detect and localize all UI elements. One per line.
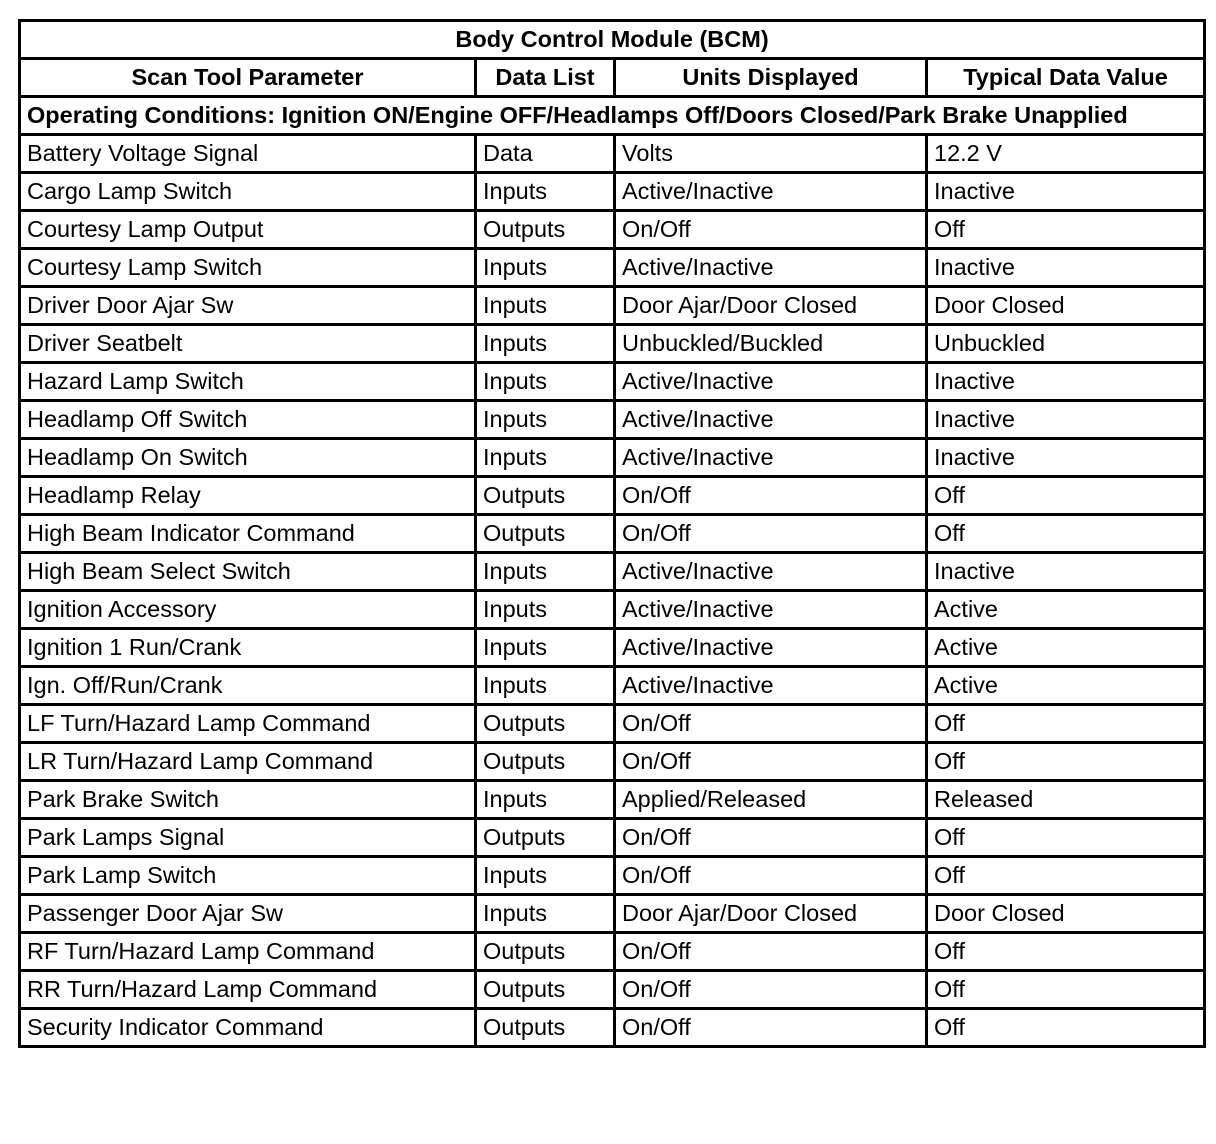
typical-value-cell: Inactive bbox=[927, 363, 1205, 401]
data-list-cell: Inputs bbox=[476, 781, 615, 819]
typical-value-cell: Active bbox=[927, 591, 1205, 629]
parameter-cell: Hazard Lamp Switch bbox=[20, 363, 476, 401]
typical-value-cell: Inactive bbox=[927, 553, 1205, 591]
table-row bbox=[20, 933, 1205, 971]
table-row bbox=[20, 591, 1205, 629]
typical-value-cell: Door Closed bbox=[927, 287, 1205, 325]
units-cell: Active/Inactive bbox=[615, 667, 927, 705]
parameter-cell: Battery Voltage Signal bbox=[20, 135, 476, 173]
units-cell: On/Off bbox=[615, 971, 927, 1009]
parameter-cell: High Beam Indicator Command bbox=[20, 515, 476, 553]
table-row bbox=[20, 363, 1205, 401]
data-list-cell: Inputs bbox=[476, 439, 615, 477]
units-cell: Active/Inactive bbox=[615, 401, 927, 439]
operating-conditions: Operating Conditions: Ignition ON/Engine OFF/Headlamps Off/Doors Closed/Park Brake Unapplied bbox=[20, 97, 1205, 135]
typical-value-cell: Off bbox=[927, 211, 1205, 249]
units-cell: Door Ajar/Door Closed bbox=[615, 895, 927, 933]
typical-value-cell: Off bbox=[927, 933, 1205, 971]
data-list-cell: Outputs bbox=[476, 971, 615, 1009]
typical-value-cell: Door Closed bbox=[927, 895, 1205, 933]
units-cell: On/Off bbox=[615, 857, 927, 895]
typical-value-cell: Inactive bbox=[927, 173, 1205, 211]
parameter-cell: RR Turn/Hazard Lamp Command bbox=[20, 971, 476, 1009]
typical-value-cell: Off bbox=[927, 743, 1205, 781]
typical-value-cell: Inactive bbox=[927, 249, 1205, 287]
parameter-cell: LF Turn/Hazard Lamp Command bbox=[20, 705, 476, 743]
table-row bbox=[20, 401, 1205, 439]
table-row bbox=[20, 439, 1205, 477]
data-list-cell: Inputs bbox=[476, 629, 615, 667]
table-row bbox=[20, 781, 1205, 819]
units-cell: On/Off bbox=[615, 477, 927, 515]
table-row bbox=[20, 211, 1205, 249]
parameter-cell: Driver Seatbelt bbox=[20, 325, 476, 363]
typical-value-cell: 12.2 V bbox=[927, 135, 1205, 173]
parameter-cell: Ign. Off/Run/Crank bbox=[20, 667, 476, 705]
data-list-cell: Inputs bbox=[476, 287, 615, 325]
table-row bbox=[20, 819, 1205, 857]
typical-value-cell: Off bbox=[927, 477, 1205, 515]
table-row bbox=[20, 287, 1205, 325]
data-list-cell: Outputs bbox=[476, 819, 615, 857]
data-list-cell: Data bbox=[476, 135, 615, 173]
table-row bbox=[20, 173, 1205, 211]
parameter-cell: Ignition Accessory bbox=[20, 591, 476, 629]
typical-value-cell: Off bbox=[927, 1009, 1205, 1047]
typical-value-cell: Off bbox=[927, 819, 1205, 857]
data-list-cell: Inputs bbox=[476, 591, 615, 629]
units-cell: Active/Inactive bbox=[615, 363, 927, 401]
data-list-cell: Outputs bbox=[476, 515, 615, 553]
header-scan-tool-parameter: Scan Tool Parameter bbox=[20, 59, 476, 97]
parameter-cell: LR Turn/Hazard Lamp Command bbox=[20, 743, 476, 781]
table-row bbox=[20, 667, 1205, 705]
table-title-row bbox=[20, 21, 1205, 59]
table-row bbox=[20, 515, 1205, 553]
units-cell: Active/Inactive bbox=[615, 439, 927, 477]
units-cell: Active/Inactive bbox=[615, 553, 927, 591]
typical-value-cell: Inactive bbox=[927, 401, 1205, 439]
typical-value-cell: Inactive bbox=[927, 439, 1205, 477]
parameter-cell: Park Brake Switch bbox=[20, 781, 476, 819]
table-row bbox=[20, 249, 1205, 287]
units-cell: Active/Inactive bbox=[615, 629, 927, 667]
header-typical-data-value: Typical Data Value bbox=[927, 59, 1205, 97]
typical-value-cell: Active bbox=[927, 667, 1205, 705]
data-list-cell: Inputs bbox=[476, 363, 615, 401]
data-list-cell: Inputs bbox=[476, 667, 615, 705]
units-cell: Unbuckled/Buckled bbox=[615, 325, 927, 363]
parameter-cell: Headlamp Off Switch bbox=[20, 401, 476, 439]
header-data-list: Data List bbox=[476, 59, 615, 97]
table-row bbox=[20, 743, 1205, 781]
units-cell: On/Off bbox=[615, 819, 927, 857]
parameter-cell: Security Indicator Command bbox=[20, 1009, 476, 1047]
parameter-cell: RF Turn/Hazard Lamp Command bbox=[20, 933, 476, 971]
units-cell: Volts bbox=[615, 135, 927, 173]
data-list-cell: Inputs bbox=[476, 401, 615, 439]
table-row bbox=[20, 895, 1205, 933]
units-cell: Applied/Released bbox=[615, 781, 927, 819]
table-row bbox=[20, 971, 1205, 1009]
units-cell: Active/Inactive bbox=[615, 173, 927, 211]
data-list-cell: Outputs bbox=[476, 477, 615, 515]
table-row bbox=[20, 553, 1205, 591]
parameter-cell: High Beam Select Switch bbox=[20, 553, 476, 591]
data-list-cell: Outputs bbox=[476, 1009, 615, 1047]
parameter-cell: Park Lamp Switch bbox=[20, 857, 476, 895]
table-row bbox=[20, 477, 1205, 515]
parameter-cell: Passenger Door Ajar Sw bbox=[20, 895, 476, 933]
typical-value-cell: Released bbox=[927, 781, 1205, 819]
units-cell: On/Off bbox=[615, 1009, 927, 1047]
data-list-cell: Outputs bbox=[476, 211, 615, 249]
bcm-data-table-container bbox=[18, 19, 1206, 1048]
table-row bbox=[20, 1009, 1205, 1047]
parameter-cell: Headlamp On Switch bbox=[20, 439, 476, 477]
parameter-cell: Park Lamps Signal bbox=[20, 819, 476, 857]
parameter-cell: Driver Door Ajar Sw bbox=[20, 287, 476, 325]
data-list-cell: Outputs bbox=[476, 933, 615, 971]
bcm-data-table bbox=[18, 19, 1206, 1048]
table-row bbox=[20, 325, 1205, 363]
typical-value-cell: Unbuckled bbox=[927, 325, 1205, 363]
typical-value-cell: Off bbox=[927, 857, 1205, 895]
header-units-displayed: Units Displayed bbox=[615, 59, 927, 97]
table-title: Body Control Module (BCM) bbox=[20, 21, 1205, 59]
table-row bbox=[20, 857, 1205, 895]
table-row bbox=[20, 135, 1205, 173]
parameter-cell: Courtesy Lamp Switch bbox=[20, 249, 476, 287]
units-cell: Active/Inactive bbox=[615, 249, 927, 287]
typical-value-cell: Off bbox=[927, 705, 1205, 743]
data-list-cell: Inputs bbox=[476, 553, 615, 591]
data-list-cell: Inputs bbox=[476, 857, 615, 895]
data-list-cell: Outputs bbox=[476, 743, 615, 781]
parameter-cell: Ignition 1 Run/Crank bbox=[20, 629, 476, 667]
typical-value-cell: Off bbox=[927, 971, 1205, 1009]
data-list-cell: Inputs bbox=[476, 173, 615, 211]
parameter-cell: Headlamp Relay bbox=[20, 477, 476, 515]
units-cell: On/Off bbox=[615, 705, 927, 743]
data-list-cell: Inputs bbox=[476, 895, 615, 933]
typical-value-cell: Off bbox=[927, 515, 1205, 553]
units-cell: On/Off bbox=[615, 211, 927, 249]
table-body bbox=[20, 135, 1205, 1047]
operating-conditions-row bbox=[20, 97, 1205, 135]
units-cell: On/Off bbox=[615, 515, 927, 553]
data-list-cell: Outputs bbox=[476, 705, 615, 743]
table-row bbox=[20, 705, 1205, 743]
units-cell: On/Off bbox=[615, 933, 927, 971]
units-cell: Door Ajar/Door Closed bbox=[615, 287, 927, 325]
data-list-cell: Inputs bbox=[476, 325, 615, 363]
data-list-cell: Inputs bbox=[476, 249, 615, 287]
typical-value-cell: Active bbox=[927, 629, 1205, 667]
units-cell: On/Off bbox=[615, 743, 927, 781]
units-cell: Active/Inactive bbox=[615, 591, 927, 629]
table-row bbox=[20, 629, 1205, 667]
parameter-cell: Cargo Lamp Switch bbox=[20, 173, 476, 211]
parameter-cell: Courtesy Lamp Output bbox=[20, 211, 476, 249]
table-header-row bbox=[20, 59, 1205, 97]
